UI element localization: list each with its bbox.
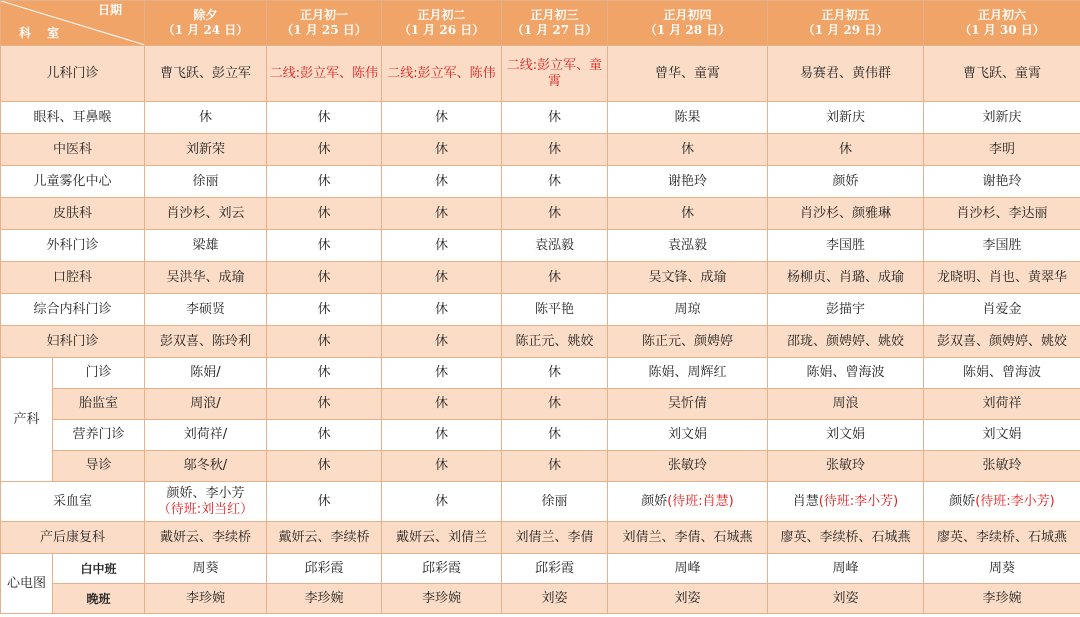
duty-cell: 休	[382, 166, 502, 198]
duty-cell: 周浪/	[145, 389, 267, 420]
duty-cell: 休	[267, 358, 382, 389]
table-row	[1, 522, 1080, 554]
duty-cell: 邬冬秋/	[145, 451, 267, 482]
duty-cell: 杨柳贞、肖璐、成瑜	[768, 262, 924, 294]
duty-cell: 休	[382, 420, 502, 451]
duty-cell: 戴妍云、刘倩兰	[382, 522, 502, 554]
duty-cell: 陈正元、姚姣	[502, 326, 608, 358]
standby-note: (待班:李小芳)	[975, 493, 1055, 509]
duty-cell: 休	[502, 451, 608, 482]
corner-header	[1, 1, 145, 46]
dept-name: 采血室	[1, 482, 145, 522]
duty-cell: 彭描宇	[768, 294, 924, 326]
duty-cell: 陈娟、曾海波	[924, 358, 1080, 389]
duty-cell: 休	[145, 102, 267, 134]
duty-cell: 曾华、童霄	[608, 46, 768, 102]
duty-cell: 李国胜	[768, 230, 924, 262]
duty-cell: 肖爱金	[924, 294, 1080, 326]
duty-cell: 谢艳玲	[924, 166, 1080, 198]
dept-group-ecg: 心电图	[1, 554, 53, 614]
duty-cell: 颜娇(待班:李小芳)	[924, 482, 1080, 522]
duty-cell: 休	[267, 198, 382, 230]
duty-cell: 休	[267, 262, 382, 294]
dept-name: 儿科门诊	[1, 46, 145, 102]
duty-cell: 彭双喜、颜娉婷、姚姣	[924, 326, 1080, 358]
duty-cell: 休	[608, 134, 768, 166]
duty-cell: 刘姿	[608, 584, 768, 614]
table-row	[1, 102, 1080, 134]
duty-cell: 谢艳玲	[608, 166, 768, 198]
duty-cell: 休	[267, 326, 382, 358]
duty-cell: 张敏玲	[768, 451, 924, 482]
duty-cell: 休	[382, 482, 502, 522]
duty-cell: 刘文娟	[924, 420, 1080, 451]
duty-cell: 廖英、李续桥、石城燕	[924, 522, 1080, 554]
duty-cell: 袁泓毅	[608, 230, 768, 262]
table-row	[1, 230, 1080, 262]
duty-cell: 休	[382, 326, 502, 358]
standby-note: （待班:刘当红）	[157, 501, 254, 517]
duty-cell: 周葵	[145, 554, 267, 584]
table-row	[1, 46, 1080, 102]
duty-cell: 二线:彭立军、陈伟	[267, 46, 382, 102]
day-header: 正月初五 （1 月 29 日）	[768, 1, 924, 46]
table-row	[1, 554, 1080, 584]
duty-cell: 徐丽	[145, 166, 267, 198]
duty-cell: 李珍婉	[145, 584, 267, 614]
table-row	[1, 198, 1080, 230]
standby-note: (待班:肖慧)	[667, 493, 734, 509]
dept-name: 外科门诊	[1, 230, 145, 262]
dept-name: 皮肤科	[1, 198, 145, 230]
header-row	[1, 1, 1080, 46]
table-row	[1, 482, 1080, 522]
duty-cell: 袁泓毅	[502, 230, 608, 262]
shift-name: 晚班	[53, 584, 145, 614]
duty-cell: 戴妍云、李续桥	[145, 522, 267, 554]
duty-cell: 邱彩霞	[502, 554, 608, 584]
duty-cell: 曹飞跃、彭立军	[145, 46, 267, 102]
duty-cell: 休	[502, 134, 608, 166]
duty-cell: 休	[768, 134, 924, 166]
duty-cell: 休	[267, 230, 382, 262]
duty-cell: 二线:彭立军、陈伟	[382, 46, 502, 102]
duty-cell: 休	[502, 358, 608, 389]
duty-cell: 周峰	[608, 554, 768, 584]
duty-cell: 刘文娟	[608, 420, 768, 451]
duty-cell: 廖英、李续桥、石城燕	[768, 522, 924, 554]
table-row	[1, 262, 1080, 294]
duty-cell: 肖沙杉、李达丽	[924, 198, 1080, 230]
dept-name: 产后康复科	[1, 522, 145, 554]
duty-cell: 张敏玲	[924, 451, 1080, 482]
table-row	[1, 451, 1080, 482]
dept-name: 妇科门诊	[1, 326, 145, 358]
duty-cell: 李国胜	[924, 230, 1080, 262]
day-header: 正月初一 （1 月 25 日）	[267, 1, 382, 46]
duty-cell: 陈娟/	[145, 358, 267, 389]
duty-cell: 龙晓明、肖也、黄翠华	[924, 262, 1080, 294]
duty-cell: 陈正元、颜娉婷	[608, 326, 768, 358]
dept-name: 综合内科门诊	[1, 294, 145, 326]
sub-dept-name: 导诊	[53, 451, 145, 482]
duty-cell: 周琼	[608, 294, 768, 326]
table-row	[1, 294, 1080, 326]
day-header: 正月初三 （1 月 27 日）	[502, 1, 608, 46]
table-row	[1, 420, 1080, 451]
duty-cell: 休	[267, 420, 382, 451]
standby-note: (待班:李小芳)	[818, 493, 899, 509]
duty-cell: 陈娟、曾海波	[768, 358, 924, 389]
day-header: 正月初四 （1 月 28 日）	[608, 1, 768, 46]
duty-cell: 周浪	[768, 389, 924, 420]
table-row	[1, 389, 1080, 420]
duty-cell: 徐丽	[502, 482, 608, 522]
duty-cell: 肖沙杉、颜雅琳	[768, 198, 924, 230]
dept-name: 口腔科	[1, 262, 145, 294]
duty-cell: 刘荷祥	[924, 389, 1080, 420]
day-header: 正月初六 （1 月 30 日）	[924, 1, 1080, 46]
sub-dept-name: 门诊	[53, 358, 145, 389]
duty-cell: 刘荷祥/	[145, 420, 267, 451]
duty-cell: 休	[267, 166, 382, 198]
duty-cell: 刘新荣	[145, 134, 267, 166]
duty-cell: 邱彩霞	[267, 554, 382, 584]
duty-cell: 彭双喜、陈玲利	[145, 326, 267, 358]
duty-cell: 肖慧(待班:李小芳)	[768, 482, 924, 522]
duty-cell: 邵珑、颜娉婷、姚姣	[768, 326, 924, 358]
duty-cell: 休	[502, 389, 608, 420]
duty-cell: 刘新庆	[924, 102, 1080, 134]
duty-cell: 休	[267, 102, 382, 134]
duty-cell: 周峰	[768, 554, 924, 584]
sub-dept-name: 胎监室	[53, 389, 145, 420]
duty-cell: 休	[382, 358, 502, 389]
duty-cell: 刘姿	[502, 584, 608, 614]
duty-cell: 休	[382, 102, 502, 134]
duty-cell: 颜娇(待班:肖慧)	[608, 482, 768, 522]
duty-cell: 刘姿	[768, 584, 924, 614]
dept-name: 眼科、耳鼻喉	[1, 102, 145, 134]
sub-dept-name: 营养门诊	[53, 420, 145, 451]
duty-cell: 休	[502, 198, 608, 230]
duty-cell: 梁雄	[145, 230, 267, 262]
duty-cell: 休	[382, 198, 502, 230]
dept-name: 儿童雾化中心	[1, 166, 145, 198]
duty-cell: 吴洪华、成瑜	[145, 262, 267, 294]
duty-cell: 刘倩兰、李倩、石城燕	[608, 522, 768, 554]
duty-cell: 休	[267, 482, 382, 522]
duty-cell: 休	[382, 262, 502, 294]
shift-name: 白中班	[53, 554, 145, 584]
duty-cell: 刘新庆	[768, 102, 924, 134]
dept-name: 中医科	[1, 134, 145, 166]
duty-cell: 周葵	[924, 554, 1080, 584]
day-header: 正月初二 （1 月 26 日）	[382, 1, 502, 46]
date-axis-label: 日期	[97, 3, 122, 17]
duty-cell: 刘文娟	[768, 420, 924, 451]
duty-cell: 二线:彭立军、童霄	[502, 46, 608, 102]
duty-cell: 颜娇	[768, 166, 924, 198]
duty-cell: 陈果	[608, 102, 768, 134]
duty-cell: 休	[267, 294, 382, 326]
duty-cell: 休	[267, 134, 382, 166]
duty-cell: 李硕贤	[145, 294, 267, 326]
duty-cell: 休	[502, 420, 608, 451]
duty-cell: 休	[608, 198, 768, 230]
table-row	[1, 584, 1080, 614]
duty-cell: 陈娟、周辉红	[608, 358, 768, 389]
duty-cell: 张敏玲	[608, 451, 768, 482]
dept-group-obstetrics: 产科	[1, 358, 53, 482]
duty-cell: 休	[502, 166, 608, 198]
day-header: 除夕 （1 月 24 日）	[145, 1, 267, 46]
duty-cell: 颜娇、李小芳 （待班:刘当红）	[145, 482, 267, 522]
duty-cell: 休	[382, 389, 502, 420]
duty-cell: 李珍婉	[382, 584, 502, 614]
table-row	[1, 166, 1080, 198]
duty-cell: 休	[382, 134, 502, 166]
duty-cell: 李珍婉	[924, 584, 1080, 614]
duty-cell: 易赛君、黄伟群	[768, 46, 924, 102]
duty-cell: 休	[382, 294, 502, 326]
duty-cell: 陈平艳	[502, 294, 608, 326]
duty-cell: 休	[382, 451, 502, 482]
table-row	[1, 326, 1080, 358]
duty-cell: 休	[502, 262, 608, 294]
duty-cell: 李珍婉	[267, 584, 382, 614]
duty-cell: 吴忻倩	[608, 389, 768, 420]
dept-axis-label: 科 室	[19, 26, 66, 40]
duty-cell: 刘倩兰、李倩	[502, 522, 608, 554]
table-row	[1, 358, 1080, 389]
duty-cell: 吴文锋、成瑜	[608, 262, 768, 294]
duty-cell: 休	[267, 451, 382, 482]
duty-cell: 曹飞跃、童霄	[924, 46, 1080, 102]
duty-cell: 肖沙杉、刘云	[145, 198, 267, 230]
duty-cell: 休	[502, 102, 608, 134]
duty-cell: 休	[267, 389, 382, 420]
duty-cell: 休	[382, 230, 502, 262]
duty-cell: 李明	[924, 134, 1080, 166]
table-row	[1, 134, 1080, 166]
duty-cell: 戴妍云、李续桥	[267, 522, 382, 554]
duty-cell: 邱彩霞	[382, 554, 502, 584]
